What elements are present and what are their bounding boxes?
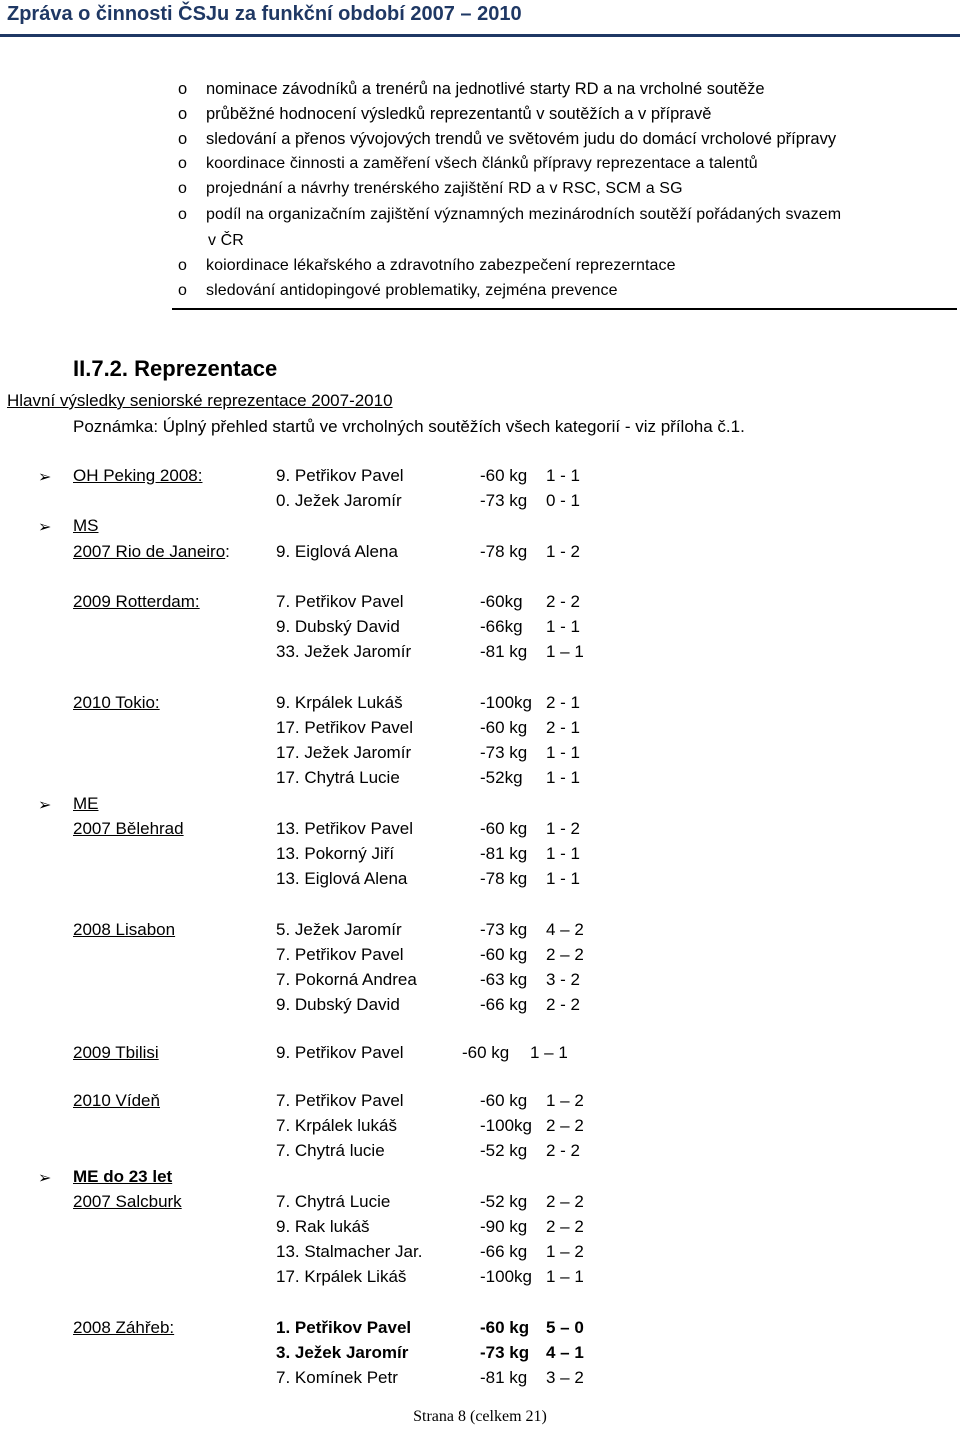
event-name <box>73 542 230 562</box>
match-score: 1 - 1 <box>546 466 581 485</box>
event-name <box>73 1043 159 1063</box>
competitor-place: 9. Rak lukáš <box>276 1217 370 1236</box>
weight-class: -60 kg <box>480 718 528 737</box>
bullet-marker: o <box>178 155 187 172</box>
competitor-place: 13. Pokorný Jiří <box>276 844 395 863</box>
section-subtitle: Hlavní výsledky seniorské reprezentace 2007-2010 <box>7 391 393 410</box>
event-name <box>73 1091 160 1111</box>
weight-class: -60 kg <box>480 945 528 964</box>
competitor-place: 7. Chytrá lucie <box>276 1141 385 1160</box>
match-score: 2 – 2 <box>546 1217 584 1236</box>
bullet-text: průběžné hodnocení výsledků reprezentantů v soutěžích a v přípravě <box>206 105 712 123</box>
weight-class: -90 kg <box>480 1217 528 1236</box>
event-label: MS <box>73 516 99 535</box>
arrow-bullet-icon: ➢ <box>38 469 52 486</box>
competitor-place: 13. Stalmacher Jar. <box>276 1242 423 1261</box>
list-divider <box>172 308 957 310</box>
bullet-marker: o <box>178 105 188 123</box>
match-score: 2 - 2 <box>546 995 581 1014</box>
competitor-place: 7. Petřikov Pavel <box>276 945 404 964</box>
competitor-place: 33. Ježek Jaromír <box>276 642 412 661</box>
bullet-marker: o <box>178 257 187 274</box>
competitor-place: 3. Ježek Jaromír <box>276 1343 409 1362</box>
weight-class: -73 kg <box>480 1343 530 1362</box>
event-label: 2007 Salcburk <box>73 1192 182 1211</box>
weight-class: -100kg <box>480 1267 532 1286</box>
weight-class: -81 kg <box>480 1368 528 1387</box>
competitor-place: 7. Chytrá Lucie <box>276 1192 391 1211</box>
bullet-text: koiordinace lékařského a zdravotního zabezpečení reprezerntace <box>206 257 676 274</box>
match-score: 2 - 2 <box>546 592 581 611</box>
competitor-place: 7. Pokorná Andrea <box>276 970 417 989</box>
event-name <box>73 1192 182 1212</box>
weight-class: -60 kg <box>462 1043 510 1062</box>
event-label: 2010 Vídeň <box>73 1091 160 1110</box>
weight-class: -78 kg <box>480 869 528 888</box>
event-name <box>73 819 184 839</box>
weight-class: -78 kg <box>480 542 528 561</box>
arrow-bullet-icon: ➢ <box>38 797 52 814</box>
match-score: 1 - 1 <box>546 768 581 787</box>
section-title: II.7.2. Reprezentace <box>73 356 278 381</box>
competitor-place: 17. Krpálek Likáš <box>276 1267 407 1286</box>
match-score: 1 - 1 <box>546 743 581 762</box>
event-name <box>73 516 99 536</box>
bullet-text: sledování a přenos vývojových trendů ve světovém judu do domácí vrcholové přípravy <box>206 130 837 148</box>
match-score: 1 – 1 <box>546 642 584 661</box>
bullet-text: v ČR <box>208 232 244 249</box>
weight-class: -66 kg <box>480 1242 528 1261</box>
event-label: 2008 Záhřeb: <box>73 1318 175 1337</box>
match-score: 2 - 1 <box>546 693 581 712</box>
weight-class: -60kg <box>480 592 523 611</box>
event-label: 2007 Rio de Janeiro <box>73 542 226 561</box>
weight-class: -52kg <box>480 768 523 787</box>
bullet-marker: o <box>178 282 187 299</box>
weight-class: -66kg <box>480 617 523 636</box>
match-score: 2 - 1 <box>546 718 581 737</box>
weight-class: -81 kg <box>480 844 528 863</box>
section-note: Poznámka: Úplný přehled startů ve vrcholných soutěžích všech kategorií - viz příloha č.1. <box>73 417 745 436</box>
bullet-text: sledování antidopingové problematiky, zejména prevence <box>206 282 618 299</box>
event-label: ME <box>73 794 99 813</box>
document-header-title: Zpráva o činnosti ČSJu za funkční období 2007 – 2010 <box>7 3 522 25</box>
competitor-place: 9. Eiglová Alena <box>276 542 398 561</box>
match-score: 4 – 1 <box>546 1343 584 1362</box>
competitor-place: 1. Petřikov Pavel <box>276 1318 412 1337</box>
match-score: 1 – 1 <box>530 1043 568 1062</box>
bullet-marker: o <box>178 180 187 197</box>
weight-class: -73 kg <box>480 920 528 939</box>
header-rule <box>0 34 960 37</box>
competitor-place: 9. Krpálek Lukáš <box>276 693 403 712</box>
arrow-bullet-icon: ➢ <box>38 1170 52 1187</box>
event-label: 2009 Tbilisi <box>73 1043 159 1062</box>
bullet-text: projednání a návrhy trenérského zajištění RD a v RSC, SCM a SG <box>206 180 683 197</box>
competitor-place: 9. Dubský David <box>276 617 400 636</box>
competitor-place: 13. Petřikov Pavel <box>276 819 414 838</box>
match-score: 1 - 1 <box>546 617 581 636</box>
competitor-place: 9. Petřikov Pavel <box>276 1043 404 1062</box>
match-score: 2 - 2 <box>546 1141 581 1160</box>
bullet-marker: o <box>178 80 188 98</box>
weight-class: -60 kg <box>480 1091 528 1110</box>
competitor-place: 7. Komínek Petr <box>276 1368 398 1387</box>
bullet-text: podíl na organizačním zajištění významných mezinárodních soutěží pořádaných svazem <box>206 206 842 223</box>
weight-class: -73 kg <box>480 491 528 510</box>
weight-class: -60 kg <box>480 466 528 485</box>
match-score: 1 - 2 <box>546 542 581 561</box>
event-name <box>73 466 202 486</box>
event-label: ME do 23 let <box>73 1167 173 1186</box>
match-score: 3 - 2 <box>546 970 581 989</box>
match-score: 1 – 2 <box>546 1242 584 1261</box>
weight-class: -66 kg <box>480 995 528 1014</box>
event-name <box>73 592 200 612</box>
match-score: 0 - 1 <box>546 491 581 510</box>
match-score: 1 - 1 <box>546 844 581 863</box>
match-score: 1 – 1 <box>546 1267 584 1286</box>
weight-class: -81 kg <box>480 642 528 661</box>
weight-class: -52 kg <box>480 1141 528 1160</box>
match-score: 4 – 2 <box>546 920 584 939</box>
match-score: 3 – 2 <box>546 1368 584 1387</box>
competitor-place: 9. Dubský David <box>276 995 400 1014</box>
bullet-marker: o <box>178 130 188 148</box>
weight-class: -60 kg <box>480 1318 530 1337</box>
event-suffix: : <box>225 542 230 561</box>
event-label: OH Peking 2008: <box>73 466 203 485</box>
match-score: 1 - 1 <box>546 869 581 888</box>
event-label: 2007 Bělehrad <box>73 819 184 838</box>
match-score: 1 – 2 <box>546 1091 584 1110</box>
match-score: 2 – 2 <box>546 945 584 964</box>
competitor-place: 13. Eiglová Alena <box>276 869 408 888</box>
competitor-place: 7. Petřikov Pavel <box>276 1091 404 1110</box>
weight-class: -63 kg <box>480 970 528 989</box>
weight-class: -52 kg <box>480 1192 528 1211</box>
match-score: 2 – 2 <box>546 1116 584 1135</box>
event-name <box>73 794 99 814</box>
event-name <box>73 920 175 940</box>
event-name <box>73 1167 172 1187</box>
competitor-place: 17. Ježek Jaromír <box>276 743 412 762</box>
competitor-place: 17. Petřikov Pavel <box>276 718 414 737</box>
weight-class: -73 kg <box>480 743 528 762</box>
competitor-place: 0. Ježek Jaromír <box>276 491 402 510</box>
match-score: 2 – 2 <box>546 1192 584 1211</box>
bullet-text: koordinace činnosti a zaměření všech článků přípravy reprezentace a talentů <box>206 155 758 172</box>
competitor-place: 9. Petřikov Pavel <box>276 466 404 485</box>
weight-class: -100kg <box>480 1116 532 1135</box>
match-score: 1 - 2 <box>546 819 581 838</box>
event-name <box>73 1318 174 1338</box>
event-label: 2008 Lisabon <box>73 920 176 939</box>
bullet-marker: o <box>178 206 187 223</box>
arrow-bullet-icon: ➢ <box>38 519 52 536</box>
weight-class: -60 kg <box>480 819 528 838</box>
event-label: 2010 Tokio: <box>73 693 160 712</box>
competitor-place: 7. Krpálek lukáš <box>276 1116 397 1135</box>
competitor-place: 17. Chytrá Lucie <box>276 768 400 787</box>
event-name <box>73 693 160 713</box>
bullet-text: nominace závodníků a trenérů na jednotlivé starty RD a na vrcholné soutěže <box>206 80 765 98</box>
page-footer: Strana 8 (celkem 21) <box>413 1408 547 1425</box>
weight-class: -100kg <box>480 693 532 712</box>
event-label: 2009 Rotterdam: <box>73 592 200 611</box>
match-score: 5 – 0 <box>546 1318 584 1337</box>
competitor-place: 7. Petřikov Pavel <box>276 592 404 611</box>
competitor-place: 5. Ježek Jaromír <box>276 920 402 939</box>
